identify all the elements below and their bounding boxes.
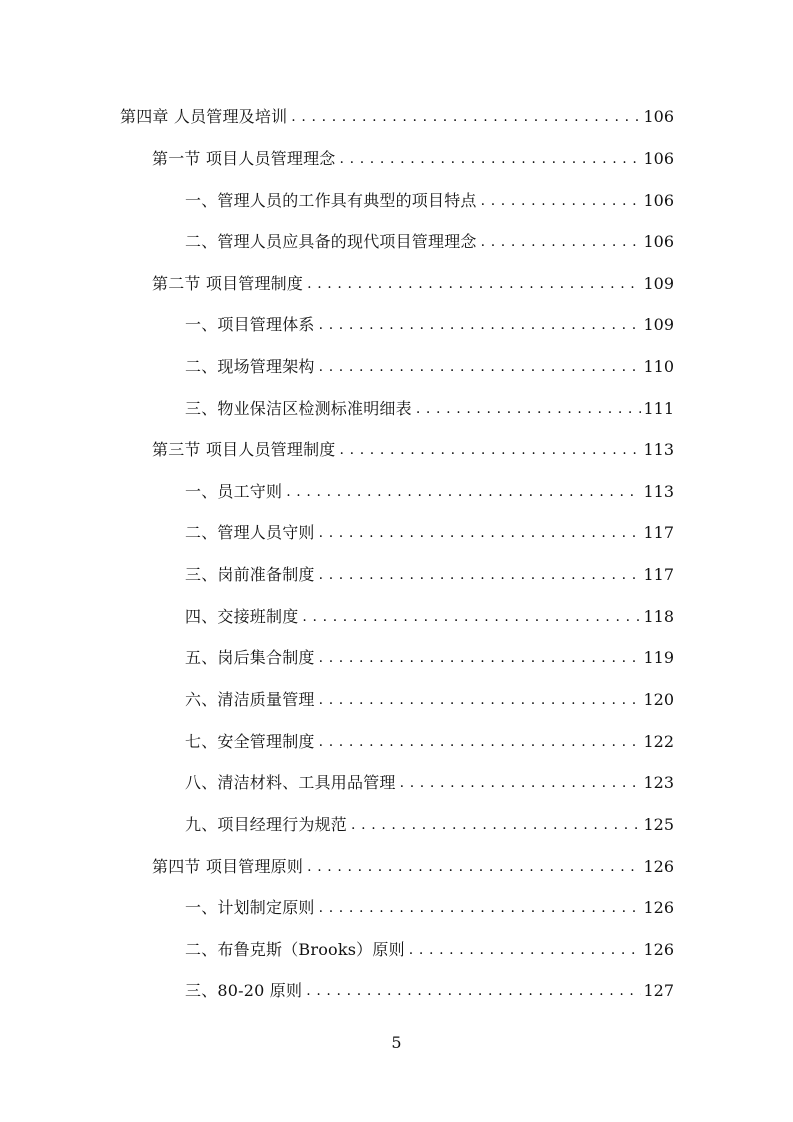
- toc-dot-leader: [307, 856, 641, 878]
- toc-dot-leader: [481, 190, 642, 212]
- toc-entry-title: 第三节 项目人员管理制度: [152, 440, 336, 459]
- toc-entry-item[interactable]: [185, 562, 674, 586]
- toc-entry-item[interactable]: [185, 604, 674, 628]
- toc-entry-title: 八、清洁材料、工具用品管理: [185, 773, 396, 792]
- toc-dot-leader: [286, 481, 641, 503]
- toc-entry-title: 第一节 项目人员管理理念: [152, 149, 336, 168]
- toc-entry-page: 113: [643, 482, 674, 501]
- toc-dot-leader: [481, 231, 642, 253]
- toc-entry-page: 126: [643, 940, 674, 959]
- toc-entry-item[interactable]: [185, 354, 674, 378]
- toc-entry-title: 四、交接班制度: [185, 607, 299, 626]
- toc-dot-leader: [319, 356, 642, 378]
- toc-entry-page: 106: [643, 191, 674, 210]
- toc-entry-item[interactable]: [185, 312, 674, 336]
- toc-entry-page: 113: [643, 440, 674, 459]
- toc-dot-leader: [306, 980, 641, 1002]
- toc-entry-item[interactable]: [185, 937, 674, 961]
- toc-entry-title: 二、管理人员应具备的现代项目管理理念: [185, 232, 477, 251]
- toc-entry-title: 五、岗后集合制度: [185, 648, 315, 667]
- toc-dot-leader: [416, 398, 642, 420]
- toc-dot-leader: [340, 148, 642, 170]
- toc-entry-page: 126: [643, 857, 674, 876]
- toc-entry-item[interactable]: [185, 396, 674, 420]
- toc-dot-leader: [319, 522, 642, 544]
- toc-entry-page: 117: [643, 565, 674, 584]
- toc-dot-leader: [291, 106, 641, 128]
- toc-entry-page: 120: [643, 690, 674, 709]
- toc-entry-page: 119: [643, 648, 674, 667]
- toc-dot-leader: [319, 564, 642, 586]
- toc-entry-item[interactable]: [185, 729, 674, 753]
- toc-entry-title: 一、项目管理体系: [185, 315, 315, 334]
- toc-entry-page: 106: [643, 149, 674, 168]
- toc-dot-leader: [319, 689, 642, 711]
- toc-entry-section-4[interactable]: [152, 854, 674, 878]
- toc-entry-title: 一、员工守则: [185, 482, 283, 501]
- toc-entry-item[interactable]: [185, 978, 674, 1002]
- toc-entry-item[interactable]: [185, 479, 674, 503]
- toc-entry-title: 六、清洁质量管理: [185, 690, 315, 709]
- toc-entry-page: 127: [643, 981, 674, 1000]
- toc-dot-leader: [400, 772, 642, 794]
- toc-entry-title: 九、项目经理行为规范: [185, 815, 348, 834]
- toc-entry-title: 一、管理人员的工作具有典型的项目特点: [185, 191, 477, 210]
- toc-entry-page: 106: [643, 107, 674, 126]
- toc-dot-leader: [319, 897, 642, 919]
- toc-dot-leader: [409, 939, 642, 961]
- toc-entry-page: 109: [643, 315, 674, 334]
- toc-entry-chapter-4[interactable]: [120, 104, 674, 128]
- toc-entry-item[interactable]: [185, 229, 674, 253]
- toc-entry-title: 三、物业保洁区检测标准明细表: [185, 399, 412, 418]
- toc-entry-item[interactable]: [185, 645, 674, 669]
- toc-entry-page: 117: [643, 523, 674, 542]
- toc-entry-section-3[interactable]: [152, 437, 674, 461]
- toc-dot-leader: [319, 647, 642, 669]
- toc-dot-leader: [302, 606, 641, 628]
- toc-dot-leader: [319, 731, 642, 753]
- toc-entry-title: 二、布鲁克斯（Brooks）原则: [185, 940, 405, 959]
- toc-dot-leader: [351, 814, 641, 836]
- toc-entry-page: 110: [643, 357, 674, 376]
- toc-entry-title: 第四节 项目管理原则: [152, 857, 304, 876]
- toc-entry-page: 111: [643, 399, 674, 418]
- toc-entry-title: 三、80-20 原则: [185, 981, 303, 1000]
- toc-entry-item[interactable]: [185, 812, 674, 836]
- toc-dot-leader: [319, 314, 642, 336]
- toc-entry-title: 第二节 项目管理制度: [152, 274, 304, 293]
- toc-entry-item[interactable]: [185, 520, 674, 544]
- toc-dot-leader: [340, 439, 642, 461]
- toc-entry-title: 一、计划制定原则: [185, 898, 315, 917]
- toc-entry-title: 七、安全管理制度: [185, 732, 315, 751]
- toc-entry-title: 二、现场管理架构: [185, 357, 315, 376]
- toc-entry-page: 109: [643, 274, 674, 293]
- toc-entry-item[interactable]: [185, 687, 674, 711]
- toc-entry-section-1[interactable]: [152, 146, 674, 170]
- toc-entry-page: 126: [643, 898, 674, 917]
- toc-entry-item[interactable]: [185, 770, 674, 794]
- toc-entry-title: 二、管理人员守则: [185, 523, 315, 542]
- toc-entry-item[interactable]: [185, 188, 674, 212]
- toc-entry-page: 123: [643, 773, 674, 792]
- toc-entry-page: 122: [643, 732, 674, 751]
- toc-entry-item[interactable]: [185, 895, 674, 919]
- toc-entry-page: 118: [643, 607, 674, 626]
- toc-entry-title: 第四章 人员管理及培训: [120, 107, 288, 126]
- toc-entry-page: 125: [643, 815, 674, 834]
- toc-dot-leader: [307, 273, 641, 295]
- page-number: 5: [391, 1033, 402, 1052]
- toc-entry-page: 106: [643, 232, 674, 251]
- toc-entry-title: 三、岗前准备制度: [185, 565, 315, 584]
- toc-entry-section-2[interactable]: [152, 271, 674, 295]
